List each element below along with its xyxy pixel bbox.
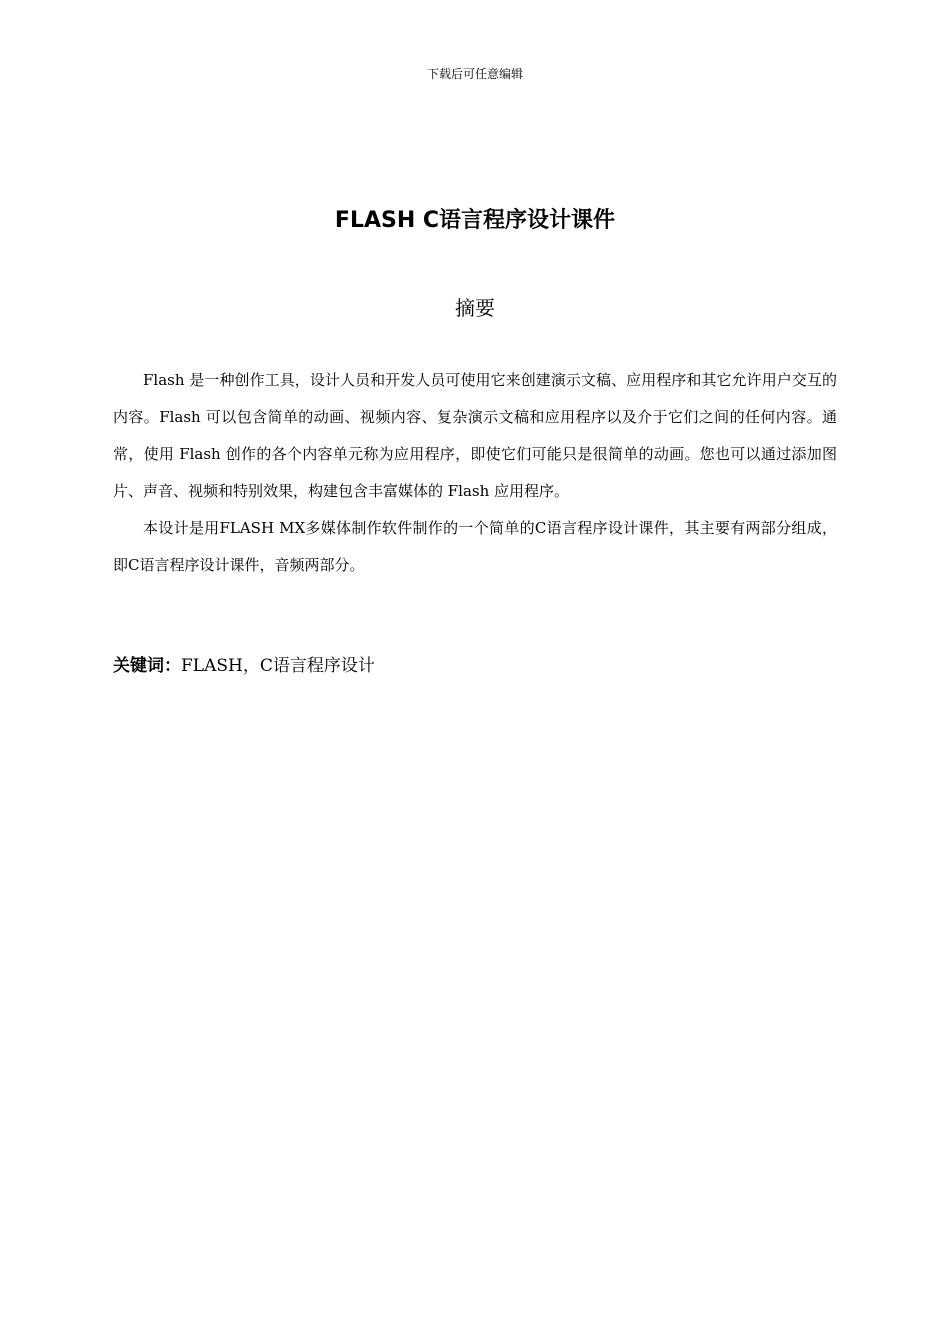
keywords-value: FLASH，C语言程序设计 [181,656,375,676]
abstract-paragraph-2: 本设计是用FLASH MX多媒体制作软件制作的一个简单的C语言程序设计课件，其主要有两部分组成，即C语言程序设计课件，音频两部分。 [113,519,837,574]
keywords-line [113,651,837,681]
document-title: FLASH C语言程序设计课件 [334,208,616,233]
page-header-note: 下载后可任意编辑 [426,67,523,81]
abstract-body [113,362,837,584]
abstract-heading: 摘要 [455,296,495,320]
abstract-paragraph-1: Flash 是一种创作工具，设计人员和开发人员可使用它来创建演示文稿、应用程序和其它允许用户交互的内容。Flash 可以包含简单的动画、视频内容、复杂演示文稿和应用程序以及介于它们之间的任何内容。通常，使用 Flash 创作的各个内容单元称为应用程序，即使它们可能只是很简单的动画。您也可以通过添加图片、声音、视频和特别效果，构建包含丰富媒体的 Flash 应用程序。 [113,371,837,500]
keywords-label: 关键词： [113,656,181,676]
